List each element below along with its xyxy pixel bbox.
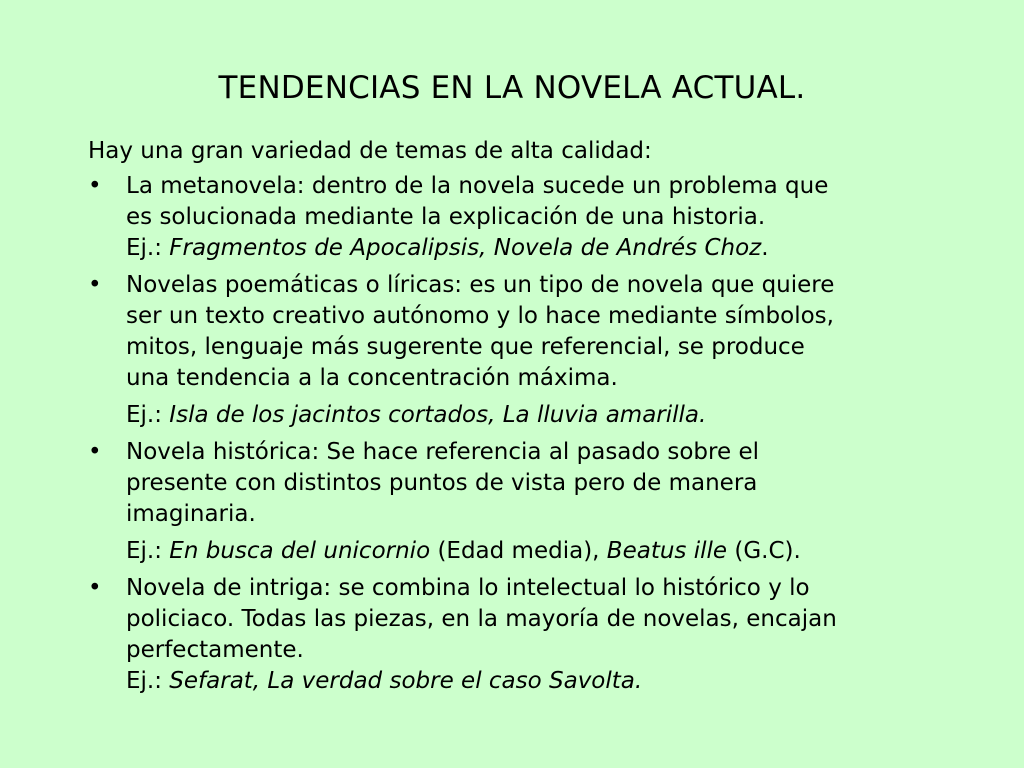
bullet-line: es solucionada mediante la explicación de una historia. <box>126 204 766 230</box>
bullet-line: La metanovela: dentro de la novela sucede un problema que <box>126 173 829 199</box>
bullet-line: mitos, lenguaje más sugerente que referencial, se produce <box>126 334 805 360</box>
bullet-line: Novela de intriga: se combina lo intelectual lo histórico y lo <box>126 575 810 601</box>
example-prefix: Ej.: <box>126 402 170 428</box>
bullet-item-metanovela <box>88 171 988 264</box>
bullet-line: Novela histórica: Se hace referencia al pasado sobre el <box>126 439 759 465</box>
bullet-icon: • <box>88 173 102 199</box>
bullet-item-poematicas <box>88 270 988 431</box>
example-text: (Edad media), <box>430 538 607 564</box>
bullet-icon: • <box>88 439 102 465</box>
bullet-line: una tendencia a la concentración máxima. <box>126 365 618 391</box>
slide-title: TENDENCIAS EN LA NOVELA ACTUAL. <box>218 70 806 106</box>
bullet-icon: • <box>88 272 102 298</box>
example-line <box>126 666 988 697</box>
bullet-line: Novelas poemáticas o líricas: es un tipo de novela que quiere <box>126 272 835 298</box>
bullet-list <box>88 171 988 697</box>
example-title: Fragmentos de Apocalipsis, Novela de Andrés Choz <box>169 235 762 261</box>
bullet-line: perfectamente. <box>126 637 304 663</box>
bullet-line: imaginaria. <box>126 501 256 527</box>
bullet-line: presente con distintos puntos de vista pero de manera <box>126 470 758 496</box>
example-text: . <box>761 235 769 261</box>
bullet-line: policiaco. Todas las piezas, en la mayoría de novelas, encajan <box>126 606 837 632</box>
example-text: (G.C). <box>727 538 801 564</box>
example-prefix: Ej.: <box>126 668 170 694</box>
bullet-item-intriga <box>88 573 988 697</box>
example-prefix: Ej.: <box>126 235 170 261</box>
example-prefix: Ej.: <box>126 538 170 564</box>
intro-text: Hay una gran variedad de temas de alta calidad: <box>88 138 652 164</box>
example-title: Beatus ille <box>606 538 728 564</box>
bullet-icon: • <box>88 575 102 601</box>
example-line <box>126 536 988 567</box>
example-title: Sefarat, La verdad sobre el caso Savolta. <box>169 668 643 694</box>
bullet-line: ser un texto creativo autónomo y lo hace mediante símbolos, <box>126 303 834 329</box>
bullet-item-historica <box>88 437 988 567</box>
example-line <box>126 233 988 264</box>
example-line <box>126 400 988 431</box>
example-title: Isla de los jacintos cortados, La lluvia amarilla. <box>169 402 707 428</box>
example-title: En busca del unicornio <box>169 538 431 564</box>
slide-body <box>88 136 988 703</box>
